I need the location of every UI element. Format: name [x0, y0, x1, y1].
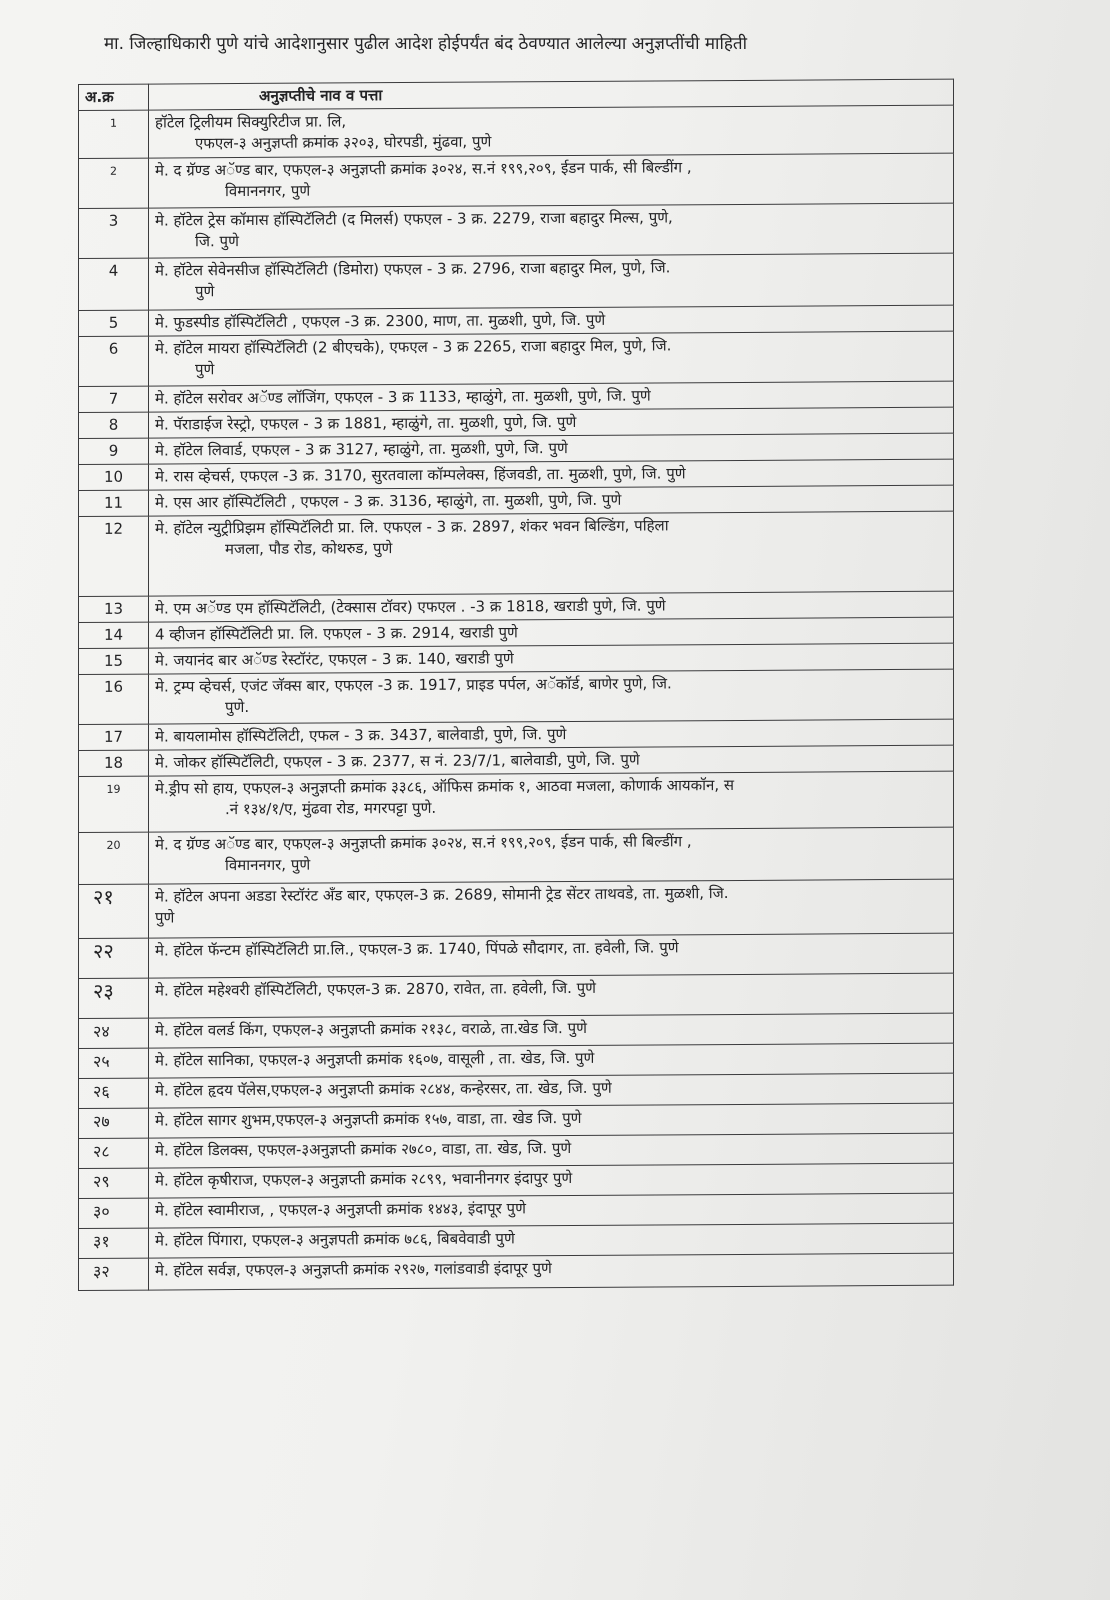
row-name-address	[149, 827, 954, 884]
table-row	[79, 511, 954, 596]
name-line: हॉटेल ट्रिलीयम सिक्युरिटीज प्रा. लि,	[155, 112, 347, 132]
name-line: मे. द ग्रॅण्ड अॅण्ड बार, एफएल-३ अनुज्ञप्ती क्रमांक ३०२४, स.नं १९९,२०९, ईडन पार्क, सी बिल्डींग ,	[155, 832, 692, 854]
document-title: मा. जिल्हाधिकारी पुणे यांचे आदेशानुसार पुढील आदेश होईपर्यंत बंद ठेवण्यात आलेल्या अनुज्ञप्तींची माहिती	[104, 34, 747, 54]
table-row	[79, 771, 954, 832]
row-number: 17	[79, 724, 149, 750]
row-number: २८	[79, 1138, 149, 1168]
table-row	[79, 879, 954, 938]
row-number: ३०	[79, 1198, 149, 1228]
row-name-address	[149, 1133, 954, 1168]
row-name-address	[149, 1013, 954, 1048]
license-table	[78, 79, 954, 1291]
row-number: २७	[79, 1108, 149, 1138]
row-number: 4	[79, 258, 149, 310]
address-line: .नं १३४/१/ए, मुंढवा रोड, मगरपट्टा पुणे.	[225, 798, 437, 819]
table-body	[79, 105, 954, 1290]
row-name-address	[149, 1073, 954, 1108]
address-line: विमाननगर, पुणे	[225, 181, 311, 201]
row-name-address	[149, 1223, 954, 1258]
row-number: 5	[79, 310, 149, 336]
table-row	[79, 105, 954, 158]
table-row	[79, 153, 954, 208]
name-line: मे. बायलामोस हॉस्पिटॅलिटी, एफल - 3 क्र. 3437, बालेवाडी, पुणे, जि. पुणे	[155, 725, 567, 746]
name-line: मे. रास व्हेचर्स, एफएल -3 क्र. 3170, सुरतवाला कॉम्पलेक्स, हिंजवडी, ता. मुळशी, पुणे, जि. पुणे	[155, 464, 686, 486]
name-line: मे. हॉटेल ट्रेस कॉमास हॉस्पिटॅलिटी (द मिलर्स) एफएल - 3 क्र. 2279, राजा बहादुर मिल्स, पुणे,	[155, 208, 673, 230]
row-name-address	[149, 1043, 954, 1078]
row-number: 3	[79, 208, 149, 258]
row-number: 7	[79, 386, 149, 412]
row-name-address	[149, 153, 954, 208]
name-line: मे.ड्रीप सो हाय, एफएल-३ अनुज्ञप्ती क्रमांक ३३८६, ऑफिस क्रमांक १, आठवा मजला, कोणार्क आयकॉन, स	[155, 775, 735, 798]
row-number: २३	[79, 978, 149, 1018]
address-line: मजला, पौड रोड, कोथरुड, पुणे	[225, 539, 393, 559]
name-line: मे. हॉटेल सर्वज्ञ, एफएल-३ अनुज्ञप्ती क्रमांक २९२७, गलांडवाडी इंदापूर पुणे	[155, 1259, 552, 1280]
address-line: पुणे.	[225, 697, 250, 717]
row-number: 1	[79, 110, 149, 158]
row-number: 16	[79, 674, 149, 724]
row-name-address	[149, 203, 954, 258]
name-line: मे. हॉटेल लिवार्ड, एफएल - 3 क्र 3127, म्हाळुंगे, ता. मुळशी, पुणे, जि. पुणे	[155, 439, 568, 460]
row-number: 14	[79, 622, 149, 648]
table-row	[79, 331, 954, 386]
row-name-address	[149, 879, 954, 938]
row-name-address	[149, 771, 954, 832]
name-line: मे. हॉटेल वलर्ड किंग, एफएल-३ अनुज्ञप्ती क्रमांक २१३८, वराळे, ता.खेड जि. पुणे	[155, 1018, 587, 1040]
name-line: मे. हॉटेल डिलक्स, एफएल-३अनुज्ञप्ती क्रमांक २७८०, वाडा, ता. खेड, जि. पुणे	[155, 1138, 572, 1160]
row-number: 13	[79, 596, 149, 622]
row-name-address	[149, 105, 954, 158]
name-line: मे. हॉटेल पिंगारा, एफएल-३ अनुज्ञपती क्रमांक ७८६, बिबवेवाडी पुणे	[155, 1229, 515, 1250]
name-line: मे. हॉटेल मायरा हॉस्पिटॅलिटी (2 बीएचके), एफएल - 3 क्र 2265, राजा बहादुर मिल, पुणे, जि.	[155, 336, 672, 358]
name-line: मे. फुडस्पीड हॉस्पिटॅलिटी , एफएल -3 क्र. 2300, माण, ता. मुळशी, पुणे, जि. पुणे	[155, 310, 606, 332]
name-line: मे. जोकर हॉस्पिटॅलिटी, एफएल - 3 क्र. 2377, स नं. 23/7/1, बालेवाडी, पुणे, जि. पुणे	[155, 750, 640, 772]
row-number: 6	[79, 336, 149, 386]
row-name-address	[149, 933, 954, 978]
name-line: मे. हॉटेल फॅन्टम हॉस्पिटॅलिटी प्रा.लि., एफएल-3 क्र. 1740, पिंपळे सौदागर, ता. हवेली, जि. पुणे	[155, 938, 679, 960]
name-line: मे. हॉटेल स्वामीराज, , एफएल-३ अनुज्ञप्ती क्रमांक १४४३, इंदापूर पुणे	[155, 1199, 526, 1220]
name-line: मे. एम अॅण्ड एम हॉस्पिटॅलिटी, (टेक्सास टॉवर) एफएल . -3 क्र 1818, खराडी पुणे, जि. पुणे	[155, 596, 666, 618]
table-row	[79, 669, 954, 724]
address-line: पुणे	[195, 282, 215, 301]
name-line: मे. ट्रम्प व्हेचर्स, एजंट जॅक्स बार, एफएल -3 क्र. 1917, प्राइड पर्पल, अॅकॉर्ड, बाणेर पुणे, जि.	[155, 674, 672, 696]
row-number: २१	[79, 884, 149, 938]
name-line: मे. हॉटेल अपना अडडा रेस्टॉरंट अँड बार, एफएल-3 क्र. 2689, सोमानी ट्रेड सेंटर ताथवडे, ता. मुळशी, जि.	[155, 884, 729, 906]
name-line: 4 व्हीजन हॉस्पिटॅलिटी प्रा. लि. एफएल - 3 क्र. 2914, खराडी पुणे	[155, 623, 518, 644]
name-line: मे. एस आर हॉस्पिटॅलिटी , एफएल - 3 क्र. 3136, म्हाळुंगे, ता. मुळशी, पुणे, जि. पुणे	[155, 490, 622, 512]
address-line: एफएल-३ अनुज्ञप्ती क्रमांक ३२०३, घोरपडी, मुंढवा, पुणे	[195, 132, 492, 153]
row-number: 12	[79, 516, 149, 596]
row-name-address	[149, 1193, 954, 1228]
name-line: मे. हॉटेल सानिका, एफएल-३ अनुज्ञप्ती क्रमांक १६०७, वासूली , ता. खेड, जि. पुणे	[155, 1048, 595, 1070]
column-header-name-address: अनुज्ञप्तीचे नाव व पत्ता	[149, 79, 954, 110]
name-line: मे. हॉटेल हृदय पॅलेस,एफएल-३ अनुज्ञप्ती क्रमांक २८४४, कन्हेरसर, ता. खेड, जि. पुणे	[155, 1078, 612, 1100]
table-row	[79, 973, 954, 1018]
row-number: 20	[79, 832, 149, 884]
row-name-address	[149, 253, 954, 310]
row-name-address	[149, 1163, 954, 1198]
row-name-address	[149, 1103, 954, 1138]
row-name-address	[149, 331, 954, 386]
name-line: मे. हॉटेल महेश्वरी हॉस्पिटॅलिटी, एफएल-3 क्र. 2870, रावेत, ता. हवेली, जि. पुणे	[155, 978, 597, 1000]
row-number: २६	[79, 1078, 149, 1108]
address-line: पुणे	[195, 360, 215, 379]
row-number: 2	[79, 158, 149, 208]
name-line: मे. हॉटेल न्युट्रीप्रिझम हॉस्पिटॅलिटी प्रा. लि. एफएल - 3 क्र. 2897, शंकर भवन बिल्डिंग, पहिला	[155, 516, 669, 538]
address-line: पुणे	[155, 908, 175, 927]
name-line: मे. हॉटेल कृषीराज, एफएल-३ अनुज्ञप्ती क्रमांक २८९९, भवानीनगर इंदापुर पुणे	[155, 1168, 573, 1190]
table-row	[79, 1253, 954, 1290]
row-name-address	[149, 511, 954, 596]
name-line: मे. हॉटेल सेवेनसीज हॉस्पिटॅलिटी (डिमोरा) एफएल - 3 क्र. 2796, राजा बहादुर मिल, पुणे, जि.	[155, 258, 671, 280]
row-name-address	[149, 669, 954, 724]
row-number: 19	[79, 776, 149, 832]
name-line: मे. हॉटेल सरोवर अॅण्ड लॉजिंग, एफएल - 3 क्र 1133, म्हाळुंगे, ता. मुळशी, पुणे, जि. पुणे	[155, 386, 651, 408]
name-line: मे. जयानंद बार अॅण्ड रेस्टॉरंट, एफएल - 3 क्र. 140, खराडी पुणे	[155, 649, 514, 670]
row-number: २९	[79, 1168, 149, 1198]
name-line: मे. पॅराडाईज रेस्ट्रो, एफएल - 3 क्र 1881, म्हाळुंगे, ता. मुळशी, पुणे, जि. पुणे	[155, 412, 577, 434]
row-number: २४	[79, 1018, 149, 1048]
row-number: 18	[79, 750, 149, 776]
row-number: २५	[79, 1048, 149, 1078]
row-number: २२	[79, 938, 149, 978]
table-row	[79, 933, 954, 978]
row-number: ३१	[79, 1228, 149, 1258]
name-line: मे. द ग्रॅण्ड अॅण्ड बार, एफएल-३ अनुज्ञप्ती क्रमांक ३०२४, स.नं १९९,२०९, ईडन पार्क, सी बिल्डींग ,	[155, 158, 692, 180]
row-number: 9	[79, 438, 149, 464]
table-row	[79, 827, 954, 884]
table-row	[79, 253, 954, 310]
name-line: मे. हॉटेल सागर शुभम,एफएल-३ अनुज्ञप्ती क्रमांक १५७, वाडा, ता. खेड जि. पुणे	[155, 1108, 582, 1130]
table-row	[79, 203, 954, 258]
address-line: विमाननगर, पुणे	[225, 855, 311, 875]
row-number: 8	[79, 412, 149, 438]
row-number: 10	[79, 464, 149, 490]
address-line: जि. पुणे	[195, 232, 239, 251]
column-header-number: अ.क्र	[79, 84, 149, 110]
row-number: ३२	[79, 1258, 149, 1290]
row-number: 11	[79, 490, 149, 516]
row-name-address	[149, 973, 954, 1018]
row-name-address	[149, 1253, 954, 1290]
row-number: 15	[79, 648, 149, 674]
